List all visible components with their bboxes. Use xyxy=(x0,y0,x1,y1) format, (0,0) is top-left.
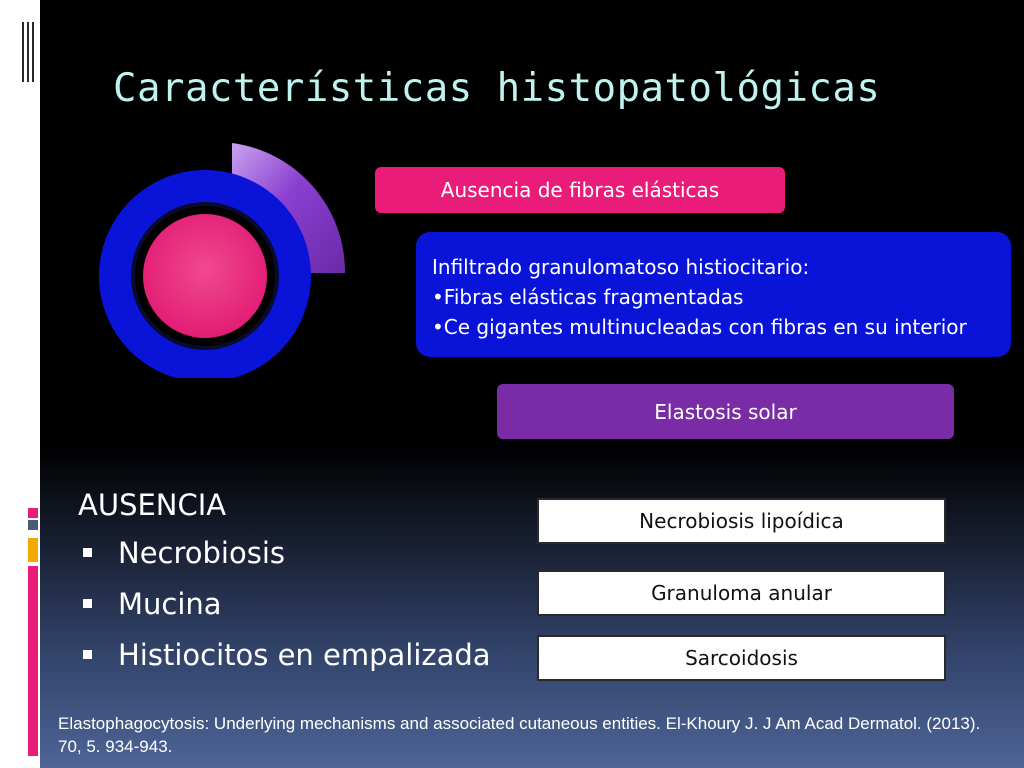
slide-title: Características histopatológicas xyxy=(113,66,881,111)
ring-diagram xyxy=(95,138,355,378)
bullet-square-icon xyxy=(83,548,92,557)
decor-bar-pink xyxy=(28,566,38,756)
label-granulomatous-infiltrate xyxy=(416,232,1011,357)
bullet-square-icon xyxy=(83,650,92,659)
pink-core xyxy=(141,212,269,340)
decor-square-pink xyxy=(28,508,38,518)
box-granuloma-anular: Granuloma anular xyxy=(537,570,946,616)
infiltrate-line-3: •Ce gigantes multinucleadas con fibras en su interior xyxy=(432,315,967,339)
list-item: Mucina xyxy=(78,587,491,638)
decorative-lines xyxy=(22,22,34,82)
infiltrate-line-2: •Fibras elásticas fragmentadas xyxy=(432,285,744,309)
decor-square-gold xyxy=(28,538,38,562)
label-solar-elastosis: Elastosis solar xyxy=(497,384,954,439)
list-item: Necrobiosis xyxy=(78,536,491,587)
citation: Elastophagocytosis: Underlying mechanisms and associated cutaneous entities. El-Khoury J. J Am Acad Dermatol. (2013). 70, 5. 934-943. xyxy=(58,714,981,756)
absence-list xyxy=(78,536,491,689)
box-sarcoidosis: Sarcoidosis xyxy=(537,635,946,681)
decor-square-gray xyxy=(28,520,38,530)
infiltrate-line-1: Infiltrado granulomatoso histiocitario: xyxy=(432,255,810,279)
label-absence-elastic-fibers: Ausencia de fibras elásticas xyxy=(375,167,785,213)
absence-heading: AUSENCIA xyxy=(78,488,227,522)
bullet-square-icon xyxy=(83,599,92,608)
list-item: Histiocitos en empalizada xyxy=(78,638,491,689)
box-necrobiosis-lipoidica: Necrobiosis lipoídica xyxy=(537,498,946,544)
